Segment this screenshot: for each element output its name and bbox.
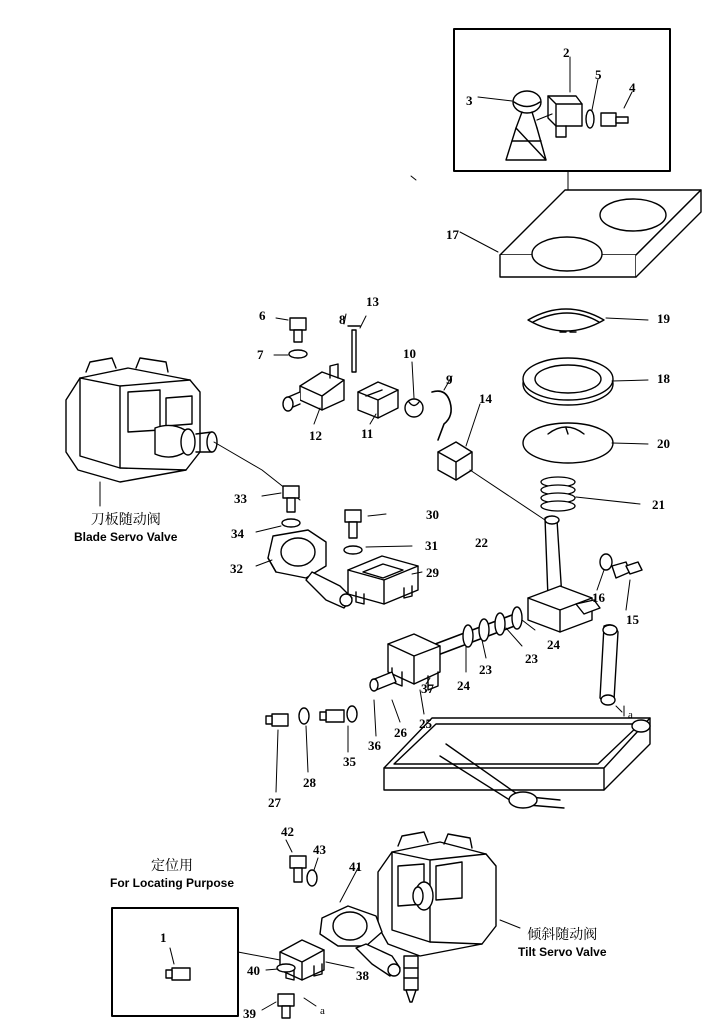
callout-35: 35 <box>343 754 356 769</box>
callout-33: 33 <box>234 491 247 506</box>
callout-4: 4 <box>629 80 636 95</box>
label-blade-servo-valve <box>74 512 177 545</box>
callout-19: 19 <box>657 311 670 326</box>
label-blade-servo-valve-en: Blade Servo Valve <box>74 529 178 544</box>
callout-5: 5 <box>595 67 602 82</box>
callout-42: 42 <box>281 824 294 839</box>
callout-14: 14 <box>479 391 492 406</box>
callout-15: 15 <box>626 612 639 627</box>
callout-24-lower: 24 <box>457 678 470 693</box>
callout-36: 36 <box>368 738 381 753</box>
callout-9: 9 <box>446 372 453 387</box>
callout-26: 26 <box>394 725 407 740</box>
callout-28: 28 <box>303 775 316 790</box>
callout-24-upper: 24 <box>547 637 560 652</box>
label-blade-servo-valve-cn: 刀板随动阀 <box>90 512 161 528</box>
callout-22: 22 <box>475 535 488 550</box>
callout-30: 30 <box>426 507 439 522</box>
callout-41: 41 <box>349 859 362 874</box>
callout-8: 8 <box>339 312 346 327</box>
callout-23-upper: 23 <box>525 651 538 666</box>
callout-a-upper: a <box>628 709 633 721</box>
label-for-locating-purpose-cn: 定位用 <box>151 858 193 874</box>
callout-20: 20 <box>657 436 670 451</box>
callout-12: 12 <box>309 428 322 443</box>
callout-43: 43 <box>313 842 326 857</box>
callout-2: 2 <box>563 45 570 60</box>
callout-40: 40 <box>247 963 260 978</box>
label-for-locating-purpose-en: For Locating Purpose <box>110 875 235 890</box>
callout-13: 13 <box>366 294 379 309</box>
callout-38: 38 <box>356 968 369 983</box>
callout-18: 18 <box>657 371 670 386</box>
callout-23-lower: 23 <box>479 662 492 677</box>
callout-6: 6 <box>259 308 266 323</box>
callout-29: 29 <box>426 565 439 580</box>
callout-27: 27 <box>268 795 281 810</box>
callout-a-lower: a <box>320 1005 325 1017</box>
label-tilt-servo-valve <box>518 927 607 960</box>
callout-17: 17 <box>446 227 459 242</box>
callout-39: 39 <box>243 1006 256 1021</box>
callout-31: 31 <box>425 538 438 553</box>
callout-10: 10 <box>403 346 416 361</box>
callout-25: 25 <box>419 716 432 731</box>
callout-32: 32 <box>230 561 243 576</box>
label-for-locating-purpose <box>110 858 234 891</box>
callout-1: 1 <box>160 930 167 945</box>
locating-purpose-box <box>112 908 238 1016</box>
callout-21: 21 <box>652 497 665 512</box>
callout-7: 7 <box>257 347 264 362</box>
callout-37: 37 <box>421 681 434 696</box>
callout-3: 3 <box>466 93 473 108</box>
callout-11: 11 <box>361 426 374 441</box>
callout-16: 16 <box>592 590 605 605</box>
callout-34: 34 <box>231 526 244 541</box>
label-tilt-servo-valve-cn: 倾斜随动阀 <box>527 927 598 943</box>
label-tilt-servo-valve-en: Tilt Servo Valve <box>518 944 607 959</box>
